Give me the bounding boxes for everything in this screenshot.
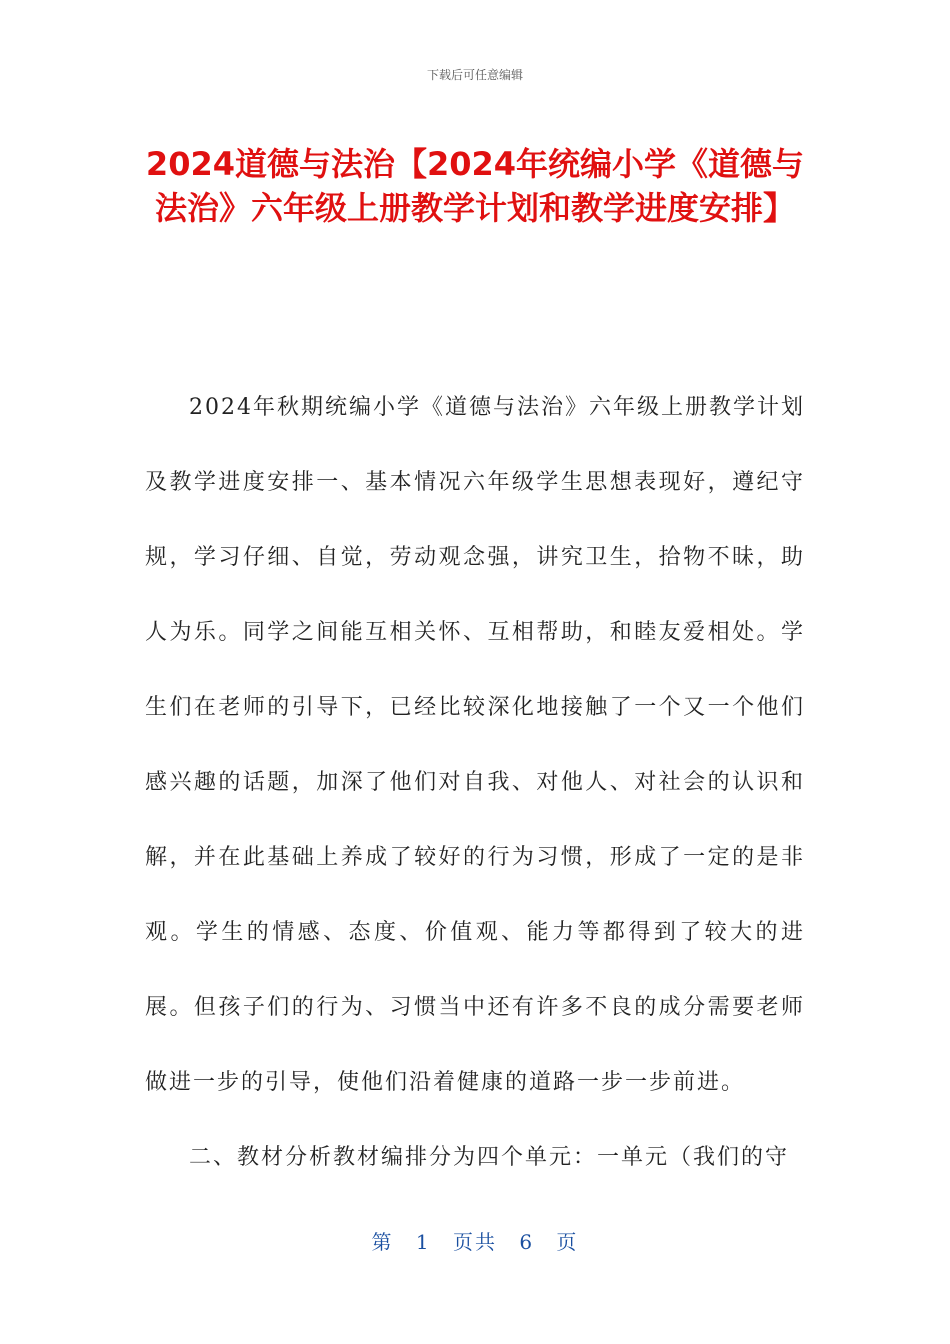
page-number-footer: 第 1 页共 6 页 xyxy=(371,1230,579,1254)
body-paragraph: 二、教材分析教材编排分为四个单元：一单元（我们的守 xyxy=(189,1145,790,1170)
header-note: 下载后可任意编辑 xyxy=(426,68,523,82)
document-body xyxy=(145,370,805,1195)
body-paragraph: 2024年秋期统编小学《道德与法治》六年级上册教学计划及教学进度安排一、基本情况六年级学生思想表现好，遵纪守规，学习仔细、自觉，劳动观念强，讲究卫生，拾物不昧，助人为乐。同学之间能互相关怀、互相帮助，和睦友爱相处。学生们在老师的引导下，已经比较深化地接触了一个又一个他们感兴趣的话题，加深了他们对自我、对他人、对社会的认识和解，并在此基础上养成了较好的行为习惯，形成了一定的是非观。学生的情感、态度、价值观、能力等都得到了较大的进展。但孩子们的行为、习惯当中还有许多不良的成分需要老师做进一步的引导，使他们沿着健康的道路一步一步前进。 xyxy=(145,395,805,1095)
document-title: 2024道德与法治【2024年统编小学《道德与法治》六年级上册教学计划和教学进度安排】 xyxy=(145,145,805,227)
